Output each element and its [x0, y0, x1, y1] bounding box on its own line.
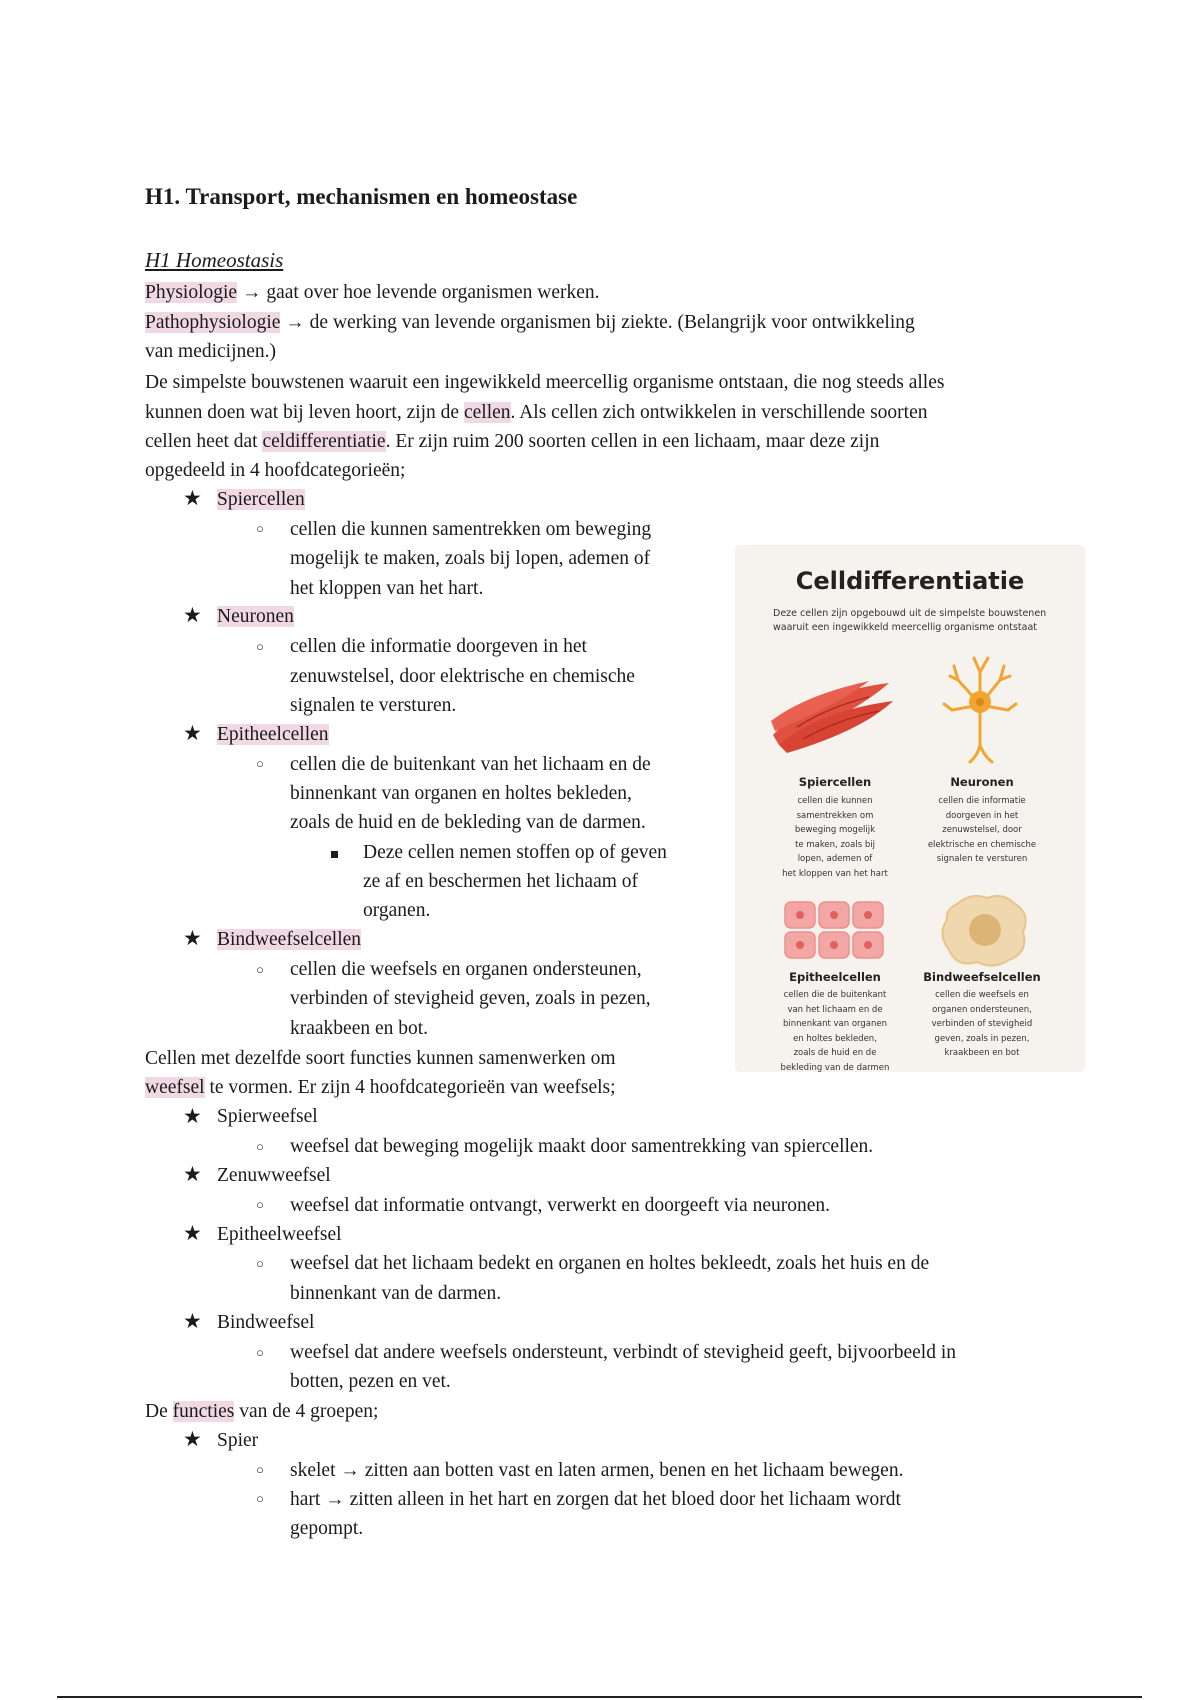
list-item-text: botten, pezen en vet. [290, 1371, 451, 1392]
function-spier: Spier [217, 1430, 259, 1451]
desc-line: kraakbeen en bot [944, 1048, 1020, 1058]
desc-line: signalen te versturen [936, 854, 1028, 864]
list-item-text: het kloppen van het hart. [290, 578, 484, 599]
cell-nucleus [796, 941, 804, 949]
list-item-text: gepompt. [290, 1518, 364, 1539]
highlighted-term: Neuronen [217, 606, 294, 627]
desc-line: bekleding van de darmen [780, 1062, 890, 1073]
neuron-nucleus [976, 698, 984, 706]
list-item-text: weefsel dat het lichaam bedekt en organen en holtes bekleedt, zoals het huis en de [290, 1253, 930, 1274]
sub-list-item-text: organen. [363, 900, 431, 921]
star-bullet-icon: ★ [183, 721, 202, 745]
paragraph-line [145, 1397, 378, 1426]
circle-bullet-icon: ○ [256, 1462, 264, 1477]
star-bullet-icon: ★ [183, 603, 202, 627]
infographic-title: Celldifferentiatie [795, 567, 1025, 595]
infographic-desc-epitheelcellen [760, 988, 910, 1075]
highlighted-term: functies [172, 1401, 235, 1422]
circle-bullet-icon: ○ [256, 962, 264, 977]
star-bullet-icon: ★ [183, 926, 202, 950]
desc-line: cellen die weefsels en [935, 990, 1029, 1000]
cell-type-spiercellen [217, 485, 305, 514]
list-item-text: cellen die informatie doorgeven in het [290, 636, 587, 657]
highlighted-term: Physiologie [145, 282, 238, 303]
list-item-text: zenuwstelsel, door elektrische en chemische [290, 666, 635, 687]
desc-line: cellen die kunnen [797, 796, 873, 806]
highlighted-term: cellen [463, 402, 511, 423]
highlighted-term: Bindweefselcellen [217, 929, 362, 950]
desc-line: beweging mogelijk [794, 825, 876, 835]
tissue-spierweefsel: Spierweefsel [217, 1106, 318, 1127]
circle-bullet-icon: ○ [256, 1256, 264, 1271]
neuron-dendrite [980, 658, 988, 672]
paragraph-line [145, 398, 928, 427]
list-item-text: kraakbeen en bot. [290, 1018, 429, 1039]
paragraph-line: De simpelste bouwstenen waaruit een ingewikkeld meercellig organisme ontstaan, die nog steeds alles [145, 372, 945, 393]
list-item-text: signalen te versturen. [290, 695, 457, 716]
list-item-text: cellen die de buitenkant van het lichaam en de [290, 754, 651, 775]
neuron-axon [980, 745, 992, 762]
text-run: kunnen doen wat bij leven hoort, zijn de [145, 402, 464, 423]
list-item-text: cellen die kunnen samentrekken om beweging [290, 519, 652, 540]
cell-nucleus [796, 911, 804, 919]
list-item-text: weefsel dat informatie ontvangt, verwerkt en doorgeeft via neuronen. [290, 1195, 831, 1216]
text-run: van de 4 groepen; [234, 1401, 379, 1422]
definition-pathophysiologie [145, 308, 915, 337]
paragraph-line: opgedeeld in 4 hoofdcategorieën; [145, 460, 406, 481]
cell-type-bindweefselcellen [217, 925, 361, 954]
text-run: cellen heet dat [145, 431, 263, 452]
circle-bullet-icon: ○ [256, 1491, 264, 1506]
connective-tissue-cell-icon [937, 890, 1033, 970]
tissue-bindweefsel: Bindweefsel [217, 1312, 315, 1333]
list-item-text: skelet → zitten aan botten vast en laten armen, benen en het lichaam bewegen. [290, 1460, 904, 1481]
circle-bullet-icon: ○ [256, 756, 264, 771]
desc-line: te maken, zoals bij [795, 839, 875, 850]
desc-line: verbinden of stevigheid [931, 1019, 1033, 1029]
tissue-zenuwweefsel: Zenuwweefsel [217, 1165, 331, 1186]
circle-bullet-icon: ○ [256, 1139, 264, 1154]
square-bullet-icon [331, 851, 338, 858]
epithelial-cells-icon [783, 900, 885, 960]
list-item-text: zoals de huid en de bekleding van de darmen. [290, 812, 646, 833]
highlighted-term: Pathophysiologie [145, 312, 281, 333]
list-item-text: weefsel dat beweging mogelijk maakt door samentrekking van spiercellen. [290, 1136, 874, 1157]
desc-line: cellen die de buitenkant [783, 990, 887, 1000]
star-bullet-icon: ★ [183, 1221, 202, 1245]
circle-bullet-icon: ○ [256, 1197, 264, 1212]
connective-cell-nucleus [969, 914, 1001, 946]
desc-line: binnenkant van organen [782, 1019, 888, 1029]
cell-nucleus [864, 941, 872, 949]
list-item-text: binnenkant van organen en holtes bekleden, [290, 783, 632, 804]
neuron-icon [940, 650, 1020, 770]
desc-line: zoals de huid en de [793, 1048, 877, 1058]
infographic-desc-neuronen [907, 794, 1057, 867]
definition-physiologie [145, 278, 600, 307]
desc-line: doorgeven in het [945, 810, 1019, 821]
cell-nucleus [830, 911, 838, 919]
desc-line: geven, zoals in pezen, [934, 1033, 1030, 1044]
desc-line: samentrekken om [796, 810, 874, 821]
star-bullet-icon: ★ [183, 1104, 202, 1128]
muscle-cell-icon [769, 675, 899, 755]
desc-line: cellen die informatie [938, 796, 1026, 806]
list-item-text: verbinden of stevigheid geven, zoals in pezen, [290, 988, 651, 1009]
text-run: . Er zijn ruim 200 soorten cellen in een lichaam, maar deze zijn [385, 431, 880, 452]
page-footer-divider [57, 1696, 1142, 1698]
highlighted-term: weefsel [145, 1077, 205, 1098]
definition-text: → de werking van levende organismen bij ziekte. (Belangrijk voor ontwikkeling [280, 312, 915, 333]
sub-list-item-text: Deze cellen nemen stoffen op of geven [363, 842, 667, 863]
paragraph-line [145, 1073, 616, 1102]
desc-line: lopen, ademen of [797, 854, 873, 864]
star-bullet-icon: ★ [183, 1309, 202, 1333]
text-run: De [145, 1401, 173, 1422]
desc-line: elektrische en chemische [927, 839, 1037, 850]
tissue-epitheelweefsel: Epitheelweefsel [217, 1224, 342, 1245]
definition-text: → gaat over hoe levende organismen werken. [237, 282, 600, 303]
infographic-desc-spiercellen [760, 794, 910, 881]
infographic-label-epitheelcellen: Epitheelcellen [789, 970, 881, 984]
section-heading: H1 Homeostasis [145, 248, 284, 272]
list-item-text: hart → zitten alleen in het hart en zorgen dat het bloed door het lichaam wordt [290, 1489, 901, 1510]
highlighted-term: Epitheelcellen [217, 724, 329, 745]
infographic-label-bindweefselcellen: Bindweefselcellen [923, 970, 1041, 984]
list-item-text: weefsel dat andere weefsels ondersteunt, verbindt of stevigheid geeft, bijvoorbeeld in [290, 1342, 957, 1363]
desc-line: zenuwstelsel, door [942, 825, 1022, 835]
cell-nucleus [830, 941, 838, 949]
star-bullet-icon: ★ [183, 486, 202, 510]
list-item-text: mogelijk te maken, zoals bij lopen, ademen of [290, 548, 651, 569]
cell-nucleus [864, 911, 872, 919]
infographic-desc-bindweefselcellen [907, 988, 1057, 1061]
paragraph-line [145, 427, 879, 456]
infographic-label-neuronen: Neuronen [950, 775, 1014, 789]
paragraph-line: Cellen met dezelfde soort functies kunnen samenwerken om [145, 1048, 616, 1069]
highlighted-term: celdifferentiatie [262, 431, 386, 452]
page-title: H1. Transport, mechanismen en homeostase [145, 184, 578, 209]
neuron-dendrite [974, 658, 980, 696]
star-bullet-icon: ★ [183, 1162, 202, 1186]
paragraph-line: van medicijnen.) [145, 341, 277, 362]
desc-line: het kloppen van het hart [782, 868, 888, 879]
neuron-axon [970, 708, 980, 762]
circle-bullet-icon: ○ [256, 639, 264, 654]
cell-type-neuronen [217, 602, 294, 631]
desc-line: en holtes bekleden, [793, 1033, 877, 1044]
infographic-label-spiercellen: Spiercellen [798, 775, 872, 789]
infographic-subtitle: Deze cellen zijn opgebouwd uit de simpelste bouwstenen waaruit een ingewikkeld meercellig organisme ontstaat [773, 608, 1047, 633]
sub-list-item-text: ze af en beschermen het lichaam of [363, 871, 639, 892]
desc-line: van het lichaam en de [787, 1004, 883, 1015]
cell-type-epitheelcellen [217, 720, 329, 749]
list-item-text: cellen die weefsels en organen ondersteunen, [290, 959, 642, 980]
highlighted-term: Spiercellen [217, 489, 305, 510]
text-run: . Als cellen zich ontwikkelen in verschillende soorten [510, 402, 928, 423]
circle-bullet-icon: ○ [256, 1345, 264, 1360]
star-bullet-icon: ★ [183, 1427, 202, 1451]
list-item-text: binnenkant van de darmen. [290, 1283, 502, 1304]
text-run: te vormen. Er zijn 4 hoofdcategorieën van weefsels; [204, 1077, 616, 1098]
celldifferentiatie-infographic [735, 545, 1085, 1072]
circle-bullet-icon: ○ [256, 521, 264, 536]
desc-line: organen ondersteunen, [932, 1004, 1032, 1015]
